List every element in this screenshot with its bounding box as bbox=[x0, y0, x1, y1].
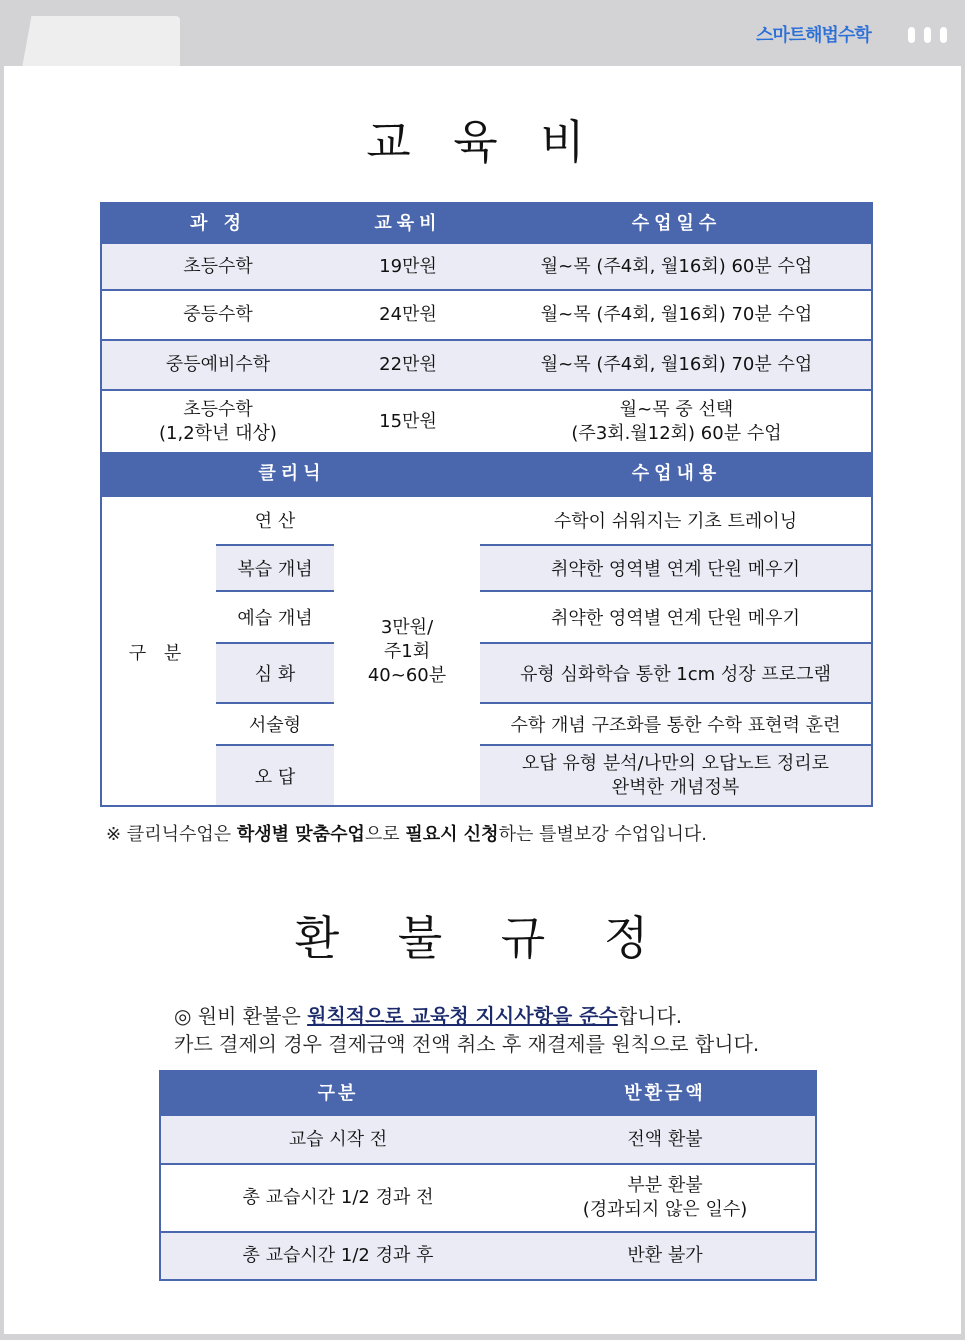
fee-course: 중등예비수학 bbox=[101, 340, 334, 390]
clinic-item-name: 서술형 bbox=[248, 715, 302, 736]
fee-days: 월~목 (주4회, 월16회) 60분 수업 bbox=[482, 244, 872, 290]
refund-category: 총 교습시간 1/2 경과 전 bbox=[160, 1164, 515, 1232]
clinic-price-amount: 3만원/ bbox=[380, 616, 434, 638]
refund-amount: 부분 환불 bbox=[627, 1175, 703, 1196]
table-row bbox=[101, 290, 872, 340]
menu-dot-icon bbox=[940, 27, 947, 43]
clinic-header-name: 클리닉 bbox=[101, 452, 482, 496]
clinic-item-content: 수학이 쉬워지는 기초 트레이닝 bbox=[553, 511, 798, 532]
fee-header-course: 과 정 bbox=[101, 203, 334, 244]
fee-course: 초등수학 bbox=[101, 244, 334, 290]
page-title-fees: 교 육 비 bbox=[366, 115, 599, 169]
table-row bbox=[101, 390, 872, 452]
fee-course-sub: (1,2학년 대상) bbox=[159, 422, 277, 444]
fee-amount: 24만원 bbox=[334, 290, 482, 340]
refund-amount: 반환 불가 bbox=[627, 1245, 703, 1266]
refund-policy-line: ◎ 원비 환불은 원칙적으로 교육청 지시사항을 준수합니다. bbox=[174, 1004, 683, 1028]
clinic-item-name: 복습 개념 bbox=[216, 544, 334, 592]
clinic-item-content bbox=[480, 744, 871, 805]
clinic-item-name: 오 답 bbox=[216, 744, 334, 805]
fee-header-fee: 교육비 bbox=[334, 203, 482, 244]
refund-table bbox=[159, 1070, 817, 1281]
clinic-price bbox=[334, 496, 480, 807]
refund-category: 총 교습시간 1/2 경과 후 bbox=[242, 1245, 434, 1266]
table-row bbox=[101, 340, 872, 390]
browser-tab[interactable] bbox=[22, 16, 180, 68]
fee-days: 월~목 중 선택 bbox=[619, 398, 734, 420]
refund-header-amount: 반환금액 bbox=[515, 1071, 816, 1116]
refund-card-line: 카드 결제의 경우 결제금액 전액 취소 후 재결제를 원칙으로 합니다. bbox=[174, 1032, 760, 1056]
clinic-item-content-line: 완벽한 개념정복 bbox=[611, 776, 740, 798]
fee-course: 중등수학 bbox=[101, 290, 334, 340]
table-row bbox=[160, 1116, 816, 1164]
clinic-note: ※ 클리닉수업은 학생별 맞춤수업으로 필요시 신청하는 틀별보강 수업입니다. bbox=[106, 824, 707, 845]
clinic-group-label: 구 분 bbox=[128, 642, 188, 664]
refund-category: 교습 시작 전 bbox=[160, 1116, 515, 1164]
fee-amount: 15만원 bbox=[379, 410, 437, 432]
fee-course: 초등수학 bbox=[183, 398, 253, 420]
refund-amount-sub: (경과되지 않은 일수) bbox=[582, 1199, 748, 1220]
clinic-item-content: 수학 개념 구조화를 통한 수학 표현력 훈련 bbox=[510, 715, 841, 736]
clinic-item-name: 연 산 bbox=[254, 511, 296, 532]
page-title-refund: 환 불 규 정 bbox=[294, 911, 671, 965]
fee-days-sub: (주3회.월12회) 60분 수업 bbox=[571, 422, 782, 444]
table-row bbox=[160, 1164, 816, 1232]
fee-header-days: 수업일수 bbox=[482, 203, 872, 244]
refund-amount: 전액 환불 bbox=[515, 1116, 816, 1164]
fee-table bbox=[100, 202, 873, 497]
table-row bbox=[101, 244, 872, 290]
clinic-item-content-line: 오답 유형 분석/나만의 오답노트 정리로 bbox=[521, 752, 830, 774]
clinic-item-content: 유형 심화학습 통한 1cm 성장 프로그램 bbox=[480, 642, 871, 704]
brand-logo: 스마트해법수학 bbox=[756, 25, 871, 46]
menu-dot-icon bbox=[908, 27, 915, 43]
fee-amount: 22만원 bbox=[334, 340, 482, 390]
clinic-item-name: 심 화 bbox=[216, 642, 334, 704]
refund-header-category: 구분 bbox=[160, 1071, 515, 1116]
table-row bbox=[160, 1232, 816, 1280]
clinic-header-content: 수업내용 bbox=[482, 452, 872, 496]
clinic-item-name: 예습 개념 bbox=[237, 608, 313, 629]
clinic-item-content: 취약한 영역별 연계 단원 메우기 bbox=[551, 608, 800, 629]
clinic-price-frequency: 주1회 bbox=[383, 640, 431, 662]
fee-days: 월~목 (주4회, 월16회) 70분 수업 bbox=[482, 290, 872, 340]
clinic-item-content: 취약한 영역별 연계 단원 메우기 bbox=[480, 544, 871, 592]
fee-days: 월~목 (주4회, 월16회) 70분 수업 bbox=[482, 340, 872, 390]
fee-amount: 19만원 bbox=[334, 244, 482, 290]
clinic-price-duration: 40~60분 bbox=[367, 664, 447, 686]
menu-dot-icon bbox=[924, 27, 931, 43]
